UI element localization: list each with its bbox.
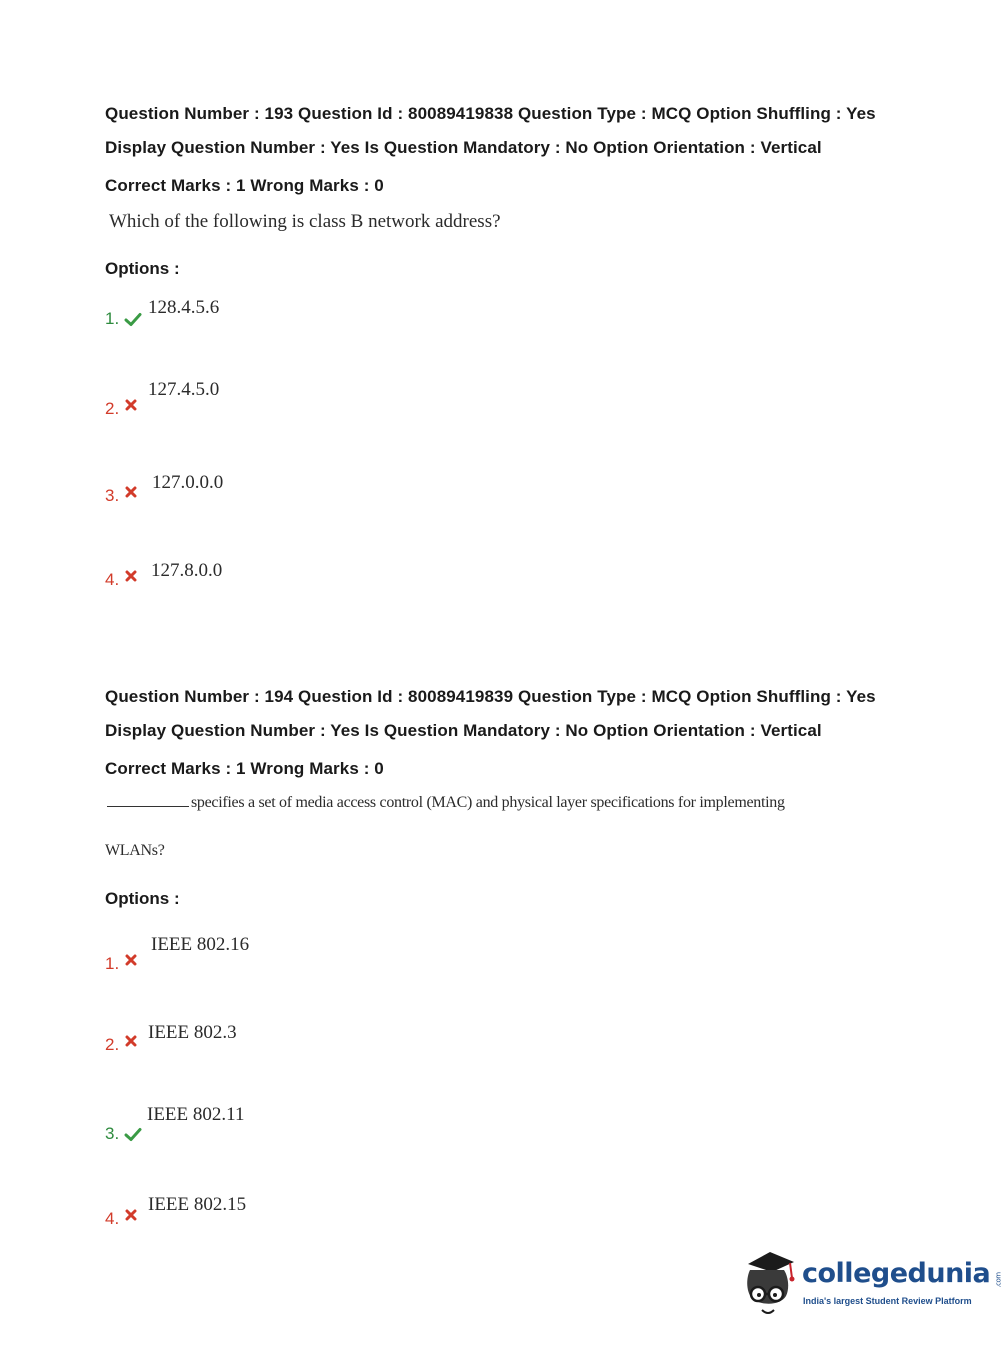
- question-193-text: Which of the following is class B network address?: [109, 211, 501, 232]
- question-194-text: specifies a set of media access control (MAC) and physical layer specifications for implementing: [191, 794, 785, 811]
- mascot-icon: [740, 1248, 802, 1318]
- q194-option-3-text: IEEE 802.11: [147, 1104, 245, 1125]
- q194-option-2-number: [105, 1035, 137, 1055]
- brand-tagline: India's largest Student Review Platform: [803, 1296, 972, 1306]
- q193-option-3-text: 127.0.0.0: [152, 472, 224, 493]
- q193-option-1-text: 128.4.5.6: [148, 297, 220, 318]
- q194-option-1-number: [105, 954, 137, 974]
- q193-option-3-number: [105, 486, 137, 506]
- brand-wordmark: collegedunia: [802, 1258, 991, 1289]
- option-number: 3.: [105, 1124, 120, 1143]
- option-number: 1.: [105, 954, 120, 973]
- option-number: 4.: [105, 1209, 120, 1228]
- cross-icon: [125, 962, 137, 966]
- q194-option-4-number: [105, 1209, 137, 1229]
- q194-option-1-text: IEEE 802.16: [151, 934, 250, 955]
- brand-suffix: .com: [994, 1272, 1003, 1288]
- q193-option-2-text: 127.4.5.0: [148, 379, 220, 400]
- question-194-text-line2: WLANs?: [105, 842, 165, 859]
- check-icon: [125, 1128, 141, 1141]
- question-193-options-label: Options :: [105, 259, 180, 278]
- question-194-text-line1: [107, 794, 785, 812]
- q194-option-3-number: [105, 1124, 141, 1144]
- q194-option-2-text: IEEE 802.3: [148, 1022, 237, 1043]
- question-194-marks: Correct Marks : 1 Wrong Marks : 0: [105, 759, 384, 778]
- q193-option-2-number: [105, 399, 137, 419]
- option-number: 2.: [105, 399, 120, 418]
- q193-option-1-number: [105, 309, 141, 329]
- cross-icon: [125, 1043, 137, 1047]
- q193-option-4-text: 127.8.0.0: [151, 560, 223, 581]
- collegedunia-logo[interactable]: [740, 1248, 1003, 1318]
- cross-icon: [125, 407, 137, 411]
- question-194-meta-line1: Question Number : 194 Question Id : 80089419839 Question Type : MCQ Option Shuffling : Yes: [105, 687, 876, 706]
- option-number: 4.: [105, 570, 120, 589]
- question-194-options-label: Options :: [105, 889, 180, 908]
- question-193-meta-line1: Question Number : 193 Question Id : 80089419838 Question Type : MCQ Option Shuffling : Yes: [105, 104, 876, 123]
- cross-icon: [125, 494, 137, 498]
- answer-blank: [107, 806, 189, 807]
- question-193-meta-line2: Display Question Number : Yes Is Question Mandatory : No Option Orientation : Vertical: [105, 138, 822, 157]
- cross-icon: [125, 578, 137, 582]
- option-number: 2.: [105, 1035, 120, 1054]
- cross-icon: [125, 1217, 137, 1221]
- q193-option-4-number: [105, 570, 137, 590]
- brand-name: [802, 1258, 1006, 1289]
- option-number: 3.: [105, 486, 120, 505]
- check-icon: [125, 313, 141, 326]
- q194-option-4-text: IEEE 802.15: [148, 1194, 247, 1215]
- question-194-meta-line2: Display Question Number : Yes Is Question Mandatory : No Option Orientation : Vertical: [105, 721, 822, 740]
- question-193-marks: Correct Marks : 1 Wrong Marks : 0: [105, 176, 384, 195]
- option-number: 1.: [105, 309, 120, 328]
